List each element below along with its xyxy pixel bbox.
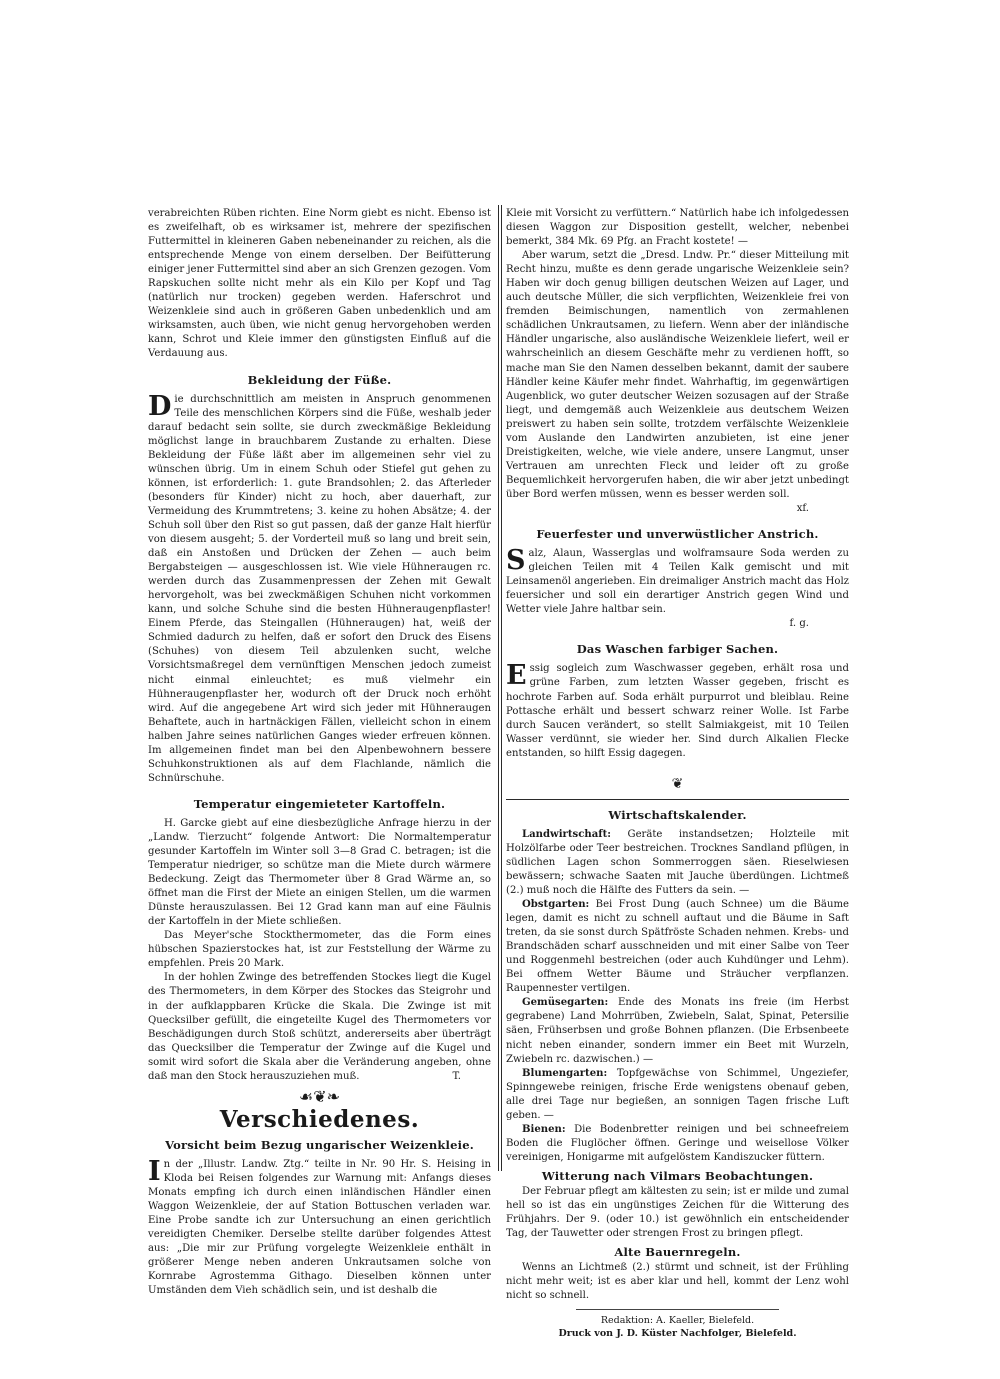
- drop-cap: I: [148, 1155, 161, 1187]
- potato-paragraph-3: [148, 971, 491, 1083]
- ornament-icon: ❦: [671, 775, 684, 792]
- wash-paragraph: [506, 662, 849, 760]
- wash-text: ssig sogleich zum Waschwasser gegeben, erhält rosa und grüne Farben, zum letzten Wasser gegeben, frischt es hochrote Farben auf. Soda erhält purpurrot und bleiblau. Reine Pottasche erhält und bessert schwarz reiner Wolle. Ist Farbe durch Saucen verändert, so stellt Salmiakgeist, mit 10 Teilen Wasser verdünnt, sie wieder her. Sind durch Alkalien Flecke entstanden, so hilft Essig dagegen.: [506, 663, 849, 759]
- calendar-text: Bei Frost Dung (auch Schnee) um die Bäume legen, damit es nicht zu schnell auftaut und die Bäume in Saft treten, da sie sonst durch Spätfröste Schaden nehmen. Krebs- und Brandschäden scharf ausschneiden und mit einer Salbe von Teer und Roggenmehl bestreichen (oder auch Kuhdünger und Lehm). Bei offnem Wetter Bäume und Sträucher verpflanzen. Raupennester vertilgen.: [506, 899, 849, 995]
- calendar-label: Bienen:: [522, 1123, 566, 1135]
- potato-text: In der hohlen Zwinge des betreffenden Stockes liegt die Kugel des Thermometers, in dem Körper des Stockes das Steigrohr und in der aufklappbaren Krücke die Skala. Die Zwinge ist mit Quecksilber gefüllt, die eingeteilte Kugel des Thermometers vor Beschädigungen durch Stoß schützt, andererseits aber überträgt das Quecksilber die Temperatur der Zwinge auf die Kugel und somit wird sofort die Skala aber die Veränderung angeben, ohne daß man den Stock herauszuziehen muß.: [148, 972, 491, 1082]
- editor-line: Redaktion: A. Kaeller, Bielefeld.: [600, 1315, 755, 1327]
- printer-line: Druck von J. D. Küster Nachfolger, Bielefeld.: [558, 1328, 797, 1340]
- ornament-icon: ☙❦❧: [298, 1086, 341, 1106]
- calendar-text: Ende des Monats ins freie (im Herbst gegrabene) Land Mohrrüben, Zwiebeln, Salat, Spinat, Petersilie säen, Frühserbsen und große Bohnen pflanzen. (Die Erbsenbeete nicht neben einander, sondern immer ein Beet mit Wurzeln, Zwiebeln rc. dazwischen.) —: [506, 997, 849, 1065]
- section-heading-calendar: Wirtschaftskalender.: [608, 807, 747, 822]
- right-column: [506, 207, 850, 1340]
- section-heading-feet: Bekleidung der Füße.: [247, 372, 392, 387]
- paint-text: alz, Alaun, Wasserglas und wolframsaure Soda werden zu gleichen Teilen mit 4 Teilen Kalk gemischt und mit Leinsamenöl angerieben. Ein dreimaliger Anstrich macht das Holz feuersicher und soll ein derartiger Anstrich gegen Wind und Wetter viele Jahre haltbar sein.: [506, 548, 849, 616]
- calendar-text: Die Bodenbretter reinigen und bei schneefreiem Boden die Fluglöcher öffnen. Geringe und weisellose Völker vereinigen, Honigarme mit aufgelöstem Kandiszucker füttern.: [506, 1123, 849, 1163]
- feet-paragraph: [148, 390, 491, 786]
- drop-cap: E: [506, 660, 527, 692]
- calendar-label: Landwirtschaft:: [522, 828, 611, 840]
- calendar-label: Obstgarten:: [522, 899, 590, 911]
- wheat-commentary-text: Aber warum, setzt die „Dresd. Lndw. Pr.“ dieser Mitteilung mit Recht hinzu, mußte es denn gerade ungarische Weizenkleie sein? Haben wir doch genug billigen deutschen Weizen auf Lager, und auch deutsche Müller, die sich verpflichten, Weizenkleie frei von fremden Beimischungen, namentlich von zermahlenen schädlichen Unkrautsamen, zu liefern. Wenn aber der inländische Händler ungarische, also ausländische Weizenkleie liefert, weil er wahrscheinlich an diesem Geschäfte mehr zu verdienen hofft, so mache man Sie den Namen desselben bekannt, damit der saubere Händler keine Käufer mehr findet. Wahrhaftig, im gegenwärtigen Augenblick, wo guter deutscher Weizen sozusagen auf der Straße liegt, und demgemäß auch Weizenkleie aus deutschem Weizen preiswert zu haben sein sollte, trotzdem verfälschte Weizenkleie vom Auslande den Landwirten anzubieten, ist eine jener Dreistigkeiten, welche, wie viele andere, unsere Langmut, unser Vertrauen am unrechten Fleck und leider oft zu große Bequemlichkeit hervorgerufen haben, die wir aber jetzt unbedingt über Bord werfen müssen, wenn es besser werden soll.: [506, 250, 849, 500]
- drop-cap: S: [506, 545, 526, 577]
- wheat-commentary: [506, 249, 849, 502]
- calendar-text: Topfgewächse von Schimmel, Ungeziefer, Spinngewebe reinigen, frische Erde wenigstens obenauf geben, alle drei Tage nur begießen, an sonnigen Tagen frische Luft geben. —: [506, 1067, 849, 1121]
- author-sign: f. g.: [789, 618, 809, 630]
- weather-paragraph: Der Februar pflegt am kältesten zu sein; ist er milde und zumal hell so ist das ein ungünstiges Zeichen für die Witterung des Frühjahrs. Der 9. (oder 10.) ist gewöhnlich ein entscheidender Tag, der Tauwetter oder strengen Frost zu bringen pflegt.: [506, 1186, 849, 1240]
- footer-rule: [576, 1309, 779, 1310]
- misc-heading: Verschiedenes.: [219, 1105, 420, 1133]
- column-divider: [498, 205, 499, 1171]
- author-sign: xf.: [796, 502, 809, 514]
- wheat-text: n der „Illustr. Landw. Ztg.“ teilte in Nr. 90 Hr. S. Heising in Kloda bei Reisen folgendes zur Warnung mit: Anfangs dieses Monats empfing ich durch einen inländischen Händler einen Waggon Weizenkleie, der auf Station Bottuschen verladen war. Eine Probe sandte ich zur Untersuchung an einen gerichtlich vereidigten Chemiker. Derselbe stellte darüber folgendes Attest aus: „Die mir zur Prüfung vorgelegte Weizenkleie enthält in größerer Menge neben anderen Unkrautsamen solche von Kornrabe Agrostemma Githago. Dieselben können unter Umständen dem Vieh schädlich sein, und ist deshalb die: [148, 1158, 491, 1297]
- potato-paragraph-1: H. Garcke giebt auf eine diesbezügliche Anfrage hierzu in der „Landw. Tierzucht“ folgende Antwort: Die Normaltemperatur gesunder Kartoffeln im Winter soll 3—8 Grad C. betragen; ist die Temperatur niedriger, so schütze man die Miete durch wärmere Bedeckung. Zeigt das Thermometer über 8 Grad Wärme an, so öffnet man die First der Miete an einigen Stellen, um die warmen Dünste herauszulassen. Bei 12 Grad kann man auf eine Fäulnis der Kartoffeln in der Miete schließen.: [148, 817, 491, 928]
- rules-paragraph: Wenns an Lichtmeß (2.) stürmt und schneit, ist der Frühling nicht mehr weit; ist es aber klar und hell, kommt der Lenz wohl nicht so schnell.: [506, 1262, 849, 1302]
- column-divider: [501, 205, 502, 1171]
- wheat-continued: Kleie mit Vorsicht zu verfüttern.“ Natürlich habe ich infolgedessen diesen Waggon zur Disposition gestellt, welcher, nebenbei bemerkt, 384 Mk. 69 Pfg. an Fracht kostete! —: [506, 208, 849, 248]
- section-heading-rules: Alte Bauernregeln.: [614, 1245, 741, 1260]
- section-heading-wash: Das Waschen farbiger Sachen.: [576, 642, 779, 657]
- author-sign: T.: [452, 1070, 461, 1082]
- calendar-flower: [506, 1067, 849, 1123]
- section-heading-paint: Feuerfester und unverwüstlicher Anstrich.: [536, 527, 819, 542]
- wheat-paragraph: [148, 1155, 491, 1298]
- horizontal-rule: [506, 799, 849, 800]
- calendar-label: Gemüsegarten:: [522, 997, 609, 1009]
- calendar-bees: [506, 1123, 849, 1165]
- section-heading-potato: Temperatur eingemieteter Kartoffeln.: [193, 796, 446, 811]
- section-heading-wheat: Vorsicht beim Bezug ungarischer Weizenkleie.: [165, 1137, 474, 1152]
- left-column: [148, 207, 491, 1297]
- potato-paragraph-2: Das Meyer'sche Stockthermometer, das die Form eines hübschen Spazierstockes hat, ist zur Feststellung der Wärme zu empfehlen. Preis 20 Mark.: [148, 930, 491, 970]
- feet-text: ie durchschnittlich am meisten in Anspruch genommenen Teile des menschlichen Körpers sind die Füße, weshalb jeder darauf bedacht sein sollte, sie durch zweckmäßige Bekleidung möglichst lange in brauchbarem Zustande zu erhalten. Diese Bekleidung der Füße läßt aber im allgemeinen sehr viel zu wünschen übrig. Um in einem Schuh oder Stiefel gut gehen zu können, ist erforderlich: 1. gute Brandsohlen; 2. das Afterleder (besonders für Kinder) nicht zu hoch, aber dauerhaft, zur Vermeidung des Krummtretens; 3. keine zu hohen Absätze; 4. der Schuh soll über den Rist so gut passen, daß der ganze Halt hierfür von diesem ausgeht; 5. der Vorderteil muß so lang und breit sein, daß ein Anstoßen und Drücken der Zehen — auch beim Bergabsteigen — ausgeschlossen ist. Wie viele Hühneraugen rc. werden durch das Zusammenpressen der Zehen mit Gewalt hervorgeholt, was bei zweckmäßigen Schuhen nicht vorkommen kann, und solche Schuhe sind die besten Hühneraugenpflaster! Einem Pferde, das Steingallen (Hühneraugen) hat, weiß der Schmied dadurch zu helfen, daß er sofort den Druck des Eisens (Schuhes) von diesem Teil abzulenken sucht, welche Vorsichtsmaßregel dem vernünftigen Menschen jedoch zumeist nicht einmal einleuchtet; es muß vielmehr ein Hühneraugenpflaster her, wodurch oft der Druck noch erhöht wird. Auf die angegebene Art wird sich jeder mit Hühneraugen Behaftete, auch in hartnäckigen Fällen, vielleicht schon in einem halben Jahre seines natürlichen Ganges wieder erfreuen können. Im allgemeinen findet man bei den Alpenbewohnern bessere Schuhkonstruktionen als auf dem Flachlande, nämlich die Schnürschuhe.: [148, 393, 491, 784]
- drop-cap: D: [148, 390, 172, 422]
- calendar-orchard: [506, 898, 849, 996]
- section-heading-weather: Witterung nach Vilmars Beobachtungen.: [541, 1168, 814, 1183]
- calendar-text: Geräte instandsetzen; Holzteile mit Holzölfarbe oder Teer bestreichen. Trocknes Sandland pflügen, in südlichen Lagen schon Sommerroggen säen. Rieselwiesen bewässern; schwache Saaten mit Jauche überdüngen. Lichtmeß (2.) muß noch die Hälfte des Futters da sein. —: [506, 828, 850, 897]
- intro-paragraph: verabreichten Rüben richten. Eine Norm giebt es nicht. Ebenso ist es zweifelhaft, ob es wirksamer ist, mehrere der spezifischen Futtermittel in kleineren Gaben nebeneinander zu reichen, als die entsprechende Menge von einem derselben. Der Beifütterung einiger jener Futtermittel sind aber an sich Grenzen gezogen. Vom Rapskuchen sollte nicht mehr als ein Kilo per Kopf und Tag (natürlich nur trocken) gegeben werden. Haferschrot und Weizenkleie sind auch in größeren Gaben unbedenklich und am wirksamsten, auch üben, wie nicht genug hervorgehoben werden kann, Schrot und Kleie immer den günstigsten Einfluß auf die Verdauung aus.: [148, 208, 491, 360]
- calendar-agriculture: [506, 828, 849, 898]
- calendar-vegetable: [506, 996, 849, 1066]
- paint-paragraph: [506, 547, 849, 617]
- calendar-label: Blumengarten:: [522, 1067, 608, 1079]
